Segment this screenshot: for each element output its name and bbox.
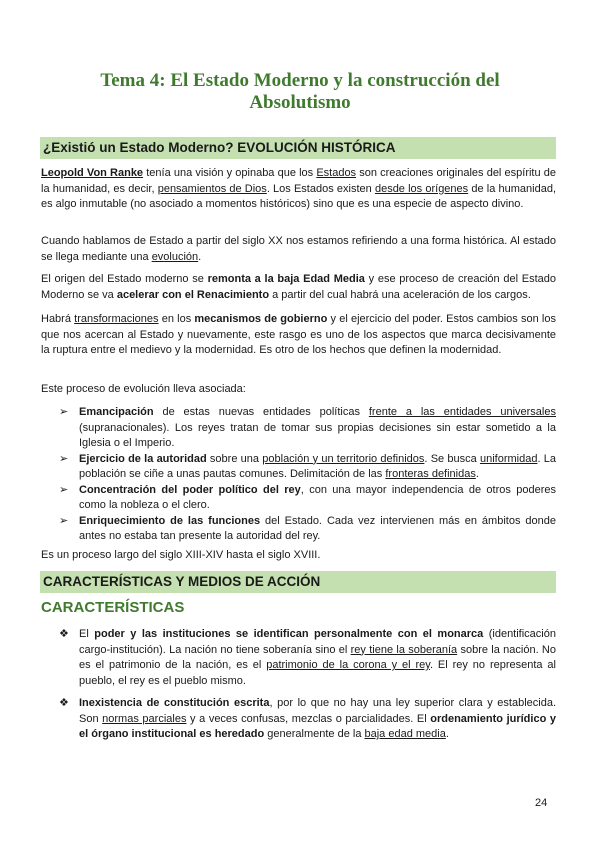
- text-span: (supranacionales). Los reyes tratan de tomar sus propias decisiones sin estar sometido a la Iglesia o el Imperio.: [79, 421, 556, 449]
- paragraph-ranke: [41, 166, 556, 213]
- text-span: a partir del cual habrá una aceleración de los cargos.: [269, 288, 531, 301]
- section-heading-caracteristicas: CARACTERÍSTICAS Y MEDIOS DE ACCIÓN: [40, 571, 556, 593]
- page-title: [60, 70, 540, 114]
- diamond-bullet-icon: ❖: [59, 697, 69, 709]
- list-item: [41, 483, 556, 514]
- text-span: Cuando hablamos de Estado a partir del siglo XX nos estamos refiriendo a una forma histórica. Al estado se llega mediante una: [41, 235, 556, 263]
- text-span: uniformidad: [479, 452, 538, 465]
- text-span: desde los orígenes: [374, 182, 469, 195]
- text-span: ordenamiento jurídico y el órgano institucional es heredado: [79, 712, 556, 740]
- text-span: remonta a la baja Edad Media: [207, 273, 365, 285]
- text-span: transformaciones: [74, 313, 159, 325]
- text-span: de la humanidad, es algo inmutable (no asociado a momentos históricos) sino que es una especie de aspecto divino.: [41, 182, 557, 210]
- arrow-bullet-icon: ➢: [59, 406, 69, 418]
- text-span: Inexistencia de constitución escrita: [79, 697, 270, 709]
- text-span: y el ejercicio del poder. Estos cambios son los que nos acercan al Estado y nuevamente, este rasgo es uno de los aspectos que marca decisivamente la ruptura entre el medievo y la modernidad. Es otro de los hechos que definen la modernidad.: [41, 313, 556, 356]
- paragraph-siglo-xx: [41, 234, 556, 265]
- arrow-bullet-icon: ➢: [59, 452, 69, 465]
- text-span: .: [475, 468, 479, 480]
- text-span: poder y las instituciones se identifican personalmente con el monarca: [94, 628, 484, 640]
- text-span: evolución: [151, 250, 199, 263]
- text-span: sobre la nación. No es el patrimonio de la nación, es el: [79, 643, 556, 671]
- arrow-bullet-icon: ➢: [59, 514, 69, 527]
- text-span: Ejercicio de la autoridad: [79, 452, 207, 465]
- section-heading-evolucion: ¿Existió un Estado Moderno? EVOLUCIÓN HISTÓRICA: [40, 137, 556, 159]
- text-span: patrimonio de la corona y el rey: [266, 659, 430, 671]
- text-span: población y un territorio definidos: [262, 452, 425, 465]
- text-span: . El rey no representa al pueblo, el rey es el pueblo mismo.: [79, 659, 556, 687]
- text-span: (identificación cargo-institución). La nación no tiene soberanía sino el: [79, 628, 556, 656]
- arrow-bullet-icon: ➢: [59, 483, 69, 496]
- page-number: 24: [535, 797, 548, 809]
- text-span: normas parciales: [102, 712, 187, 725]
- paragraph-origen: [41, 272, 556, 303]
- text-span: .: [445, 728, 449, 740]
- text-span: generalmente de la: [264, 728, 365, 740]
- text-span: en los: [158, 313, 195, 325]
- paragraph-proceso-largo: Es un proceso largo del siglo XIII-XIV hasta el siglo XVIII.: [41, 549, 321, 561]
- list-item: [41, 452, 556, 483]
- list-item: [41, 405, 556, 452]
- diamond-bullet-icon: ❖: [59, 628, 69, 640]
- text-span: , por lo que no hay una ley superior clara y establecida. Son: [79, 697, 556, 725]
- text-span: El origen del Estado moderno se: [41, 273, 208, 285]
- text-span: mecanismos de gobierno: [194, 313, 328, 325]
- text-span: Habrá: [41, 313, 75, 325]
- subheading-caracteristicas: CARACTERÍSTICAS: [41, 599, 185, 616]
- evolution-list: [41, 405, 556, 545]
- text-span: del Estado. Cada vez intervienen más en ámbitos donde antes no estaba tan presente la autoridad del rey.: [79, 514, 556, 542]
- text-span: Enriquecimiento de las funciones: [79, 514, 261, 527]
- paragraph-proceso: Este proceso de evolución lleva asociada:: [41, 383, 246, 395]
- text-span: Leopold Von Ranke: [41, 167, 144, 179]
- text-span: El: [79, 628, 95, 640]
- text-span: Emancipación: [79, 406, 154, 418]
- text-span: fronteras definidas: [385, 468, 476, 480]
- text-span: . Se busca: [424, 452, 480, 465]
- text-span: . Los Estados existen: [266, 182, 375, 195]
- text-span: tenía una visión y opinaba que los: [143, 167, 317, 179]
- text-span: rey tiene la soberanía: [350, 643, 458, 656]
- list-item: [41, 627, 556, 689]
- list-item: [41, 696, 556, 743]
- text-span: Estados: [316, 167, 357, 179]
- text-span: pensamientos de Dios: [157, 182, 267, 195]
- text-span: Concentración del poder político del rey: [79, 483, 301, 496]
- title-line-1: Tema 4: El Estado Moderno y la construcción del: [100, 70, 500, 91]
- paragraph-transformaciones: [41, 312, 556, 359]
- text-span: . La población se ciñe a unas pautas comunes. Delimitación de las: [79, 452, 556, 480]
- characteristics-list: [41, 627, 556, 743]
- text-span: baja edad media: [364, 728, 446, 740]
- text-span: son creaciones originales del espíritu de la humanidad, es decir,: [41, 167, 556, 195]
- text-span: , con una mayor independencia de otros poderes como la nobleza o el clero.: [79, 483, 557, 511]
- text-span: y ese proceso de creación del Estado Moderno se va: [41, 273, 556, 301]
- text-span: acelerar con el Renacimiento: [116, 288, 270, 301]
- title-line-2: Absolutismo: [249, 92, 351, 113]
- text-span: .: [198, 250, 202, 263]
- text-span: de estas nuevas entidades políticas: [153, 406, 369, 418]
- text-span: sobre una: [206, 452, 263, 465]
- text-span: y a veces confusas, mezclas o parcialidades. El: [186, 712, 431, 725]
- list-item: [41, 514, 556, 545]
- text-span: frente a las entidades universales: [368, 406, 556, 418]
